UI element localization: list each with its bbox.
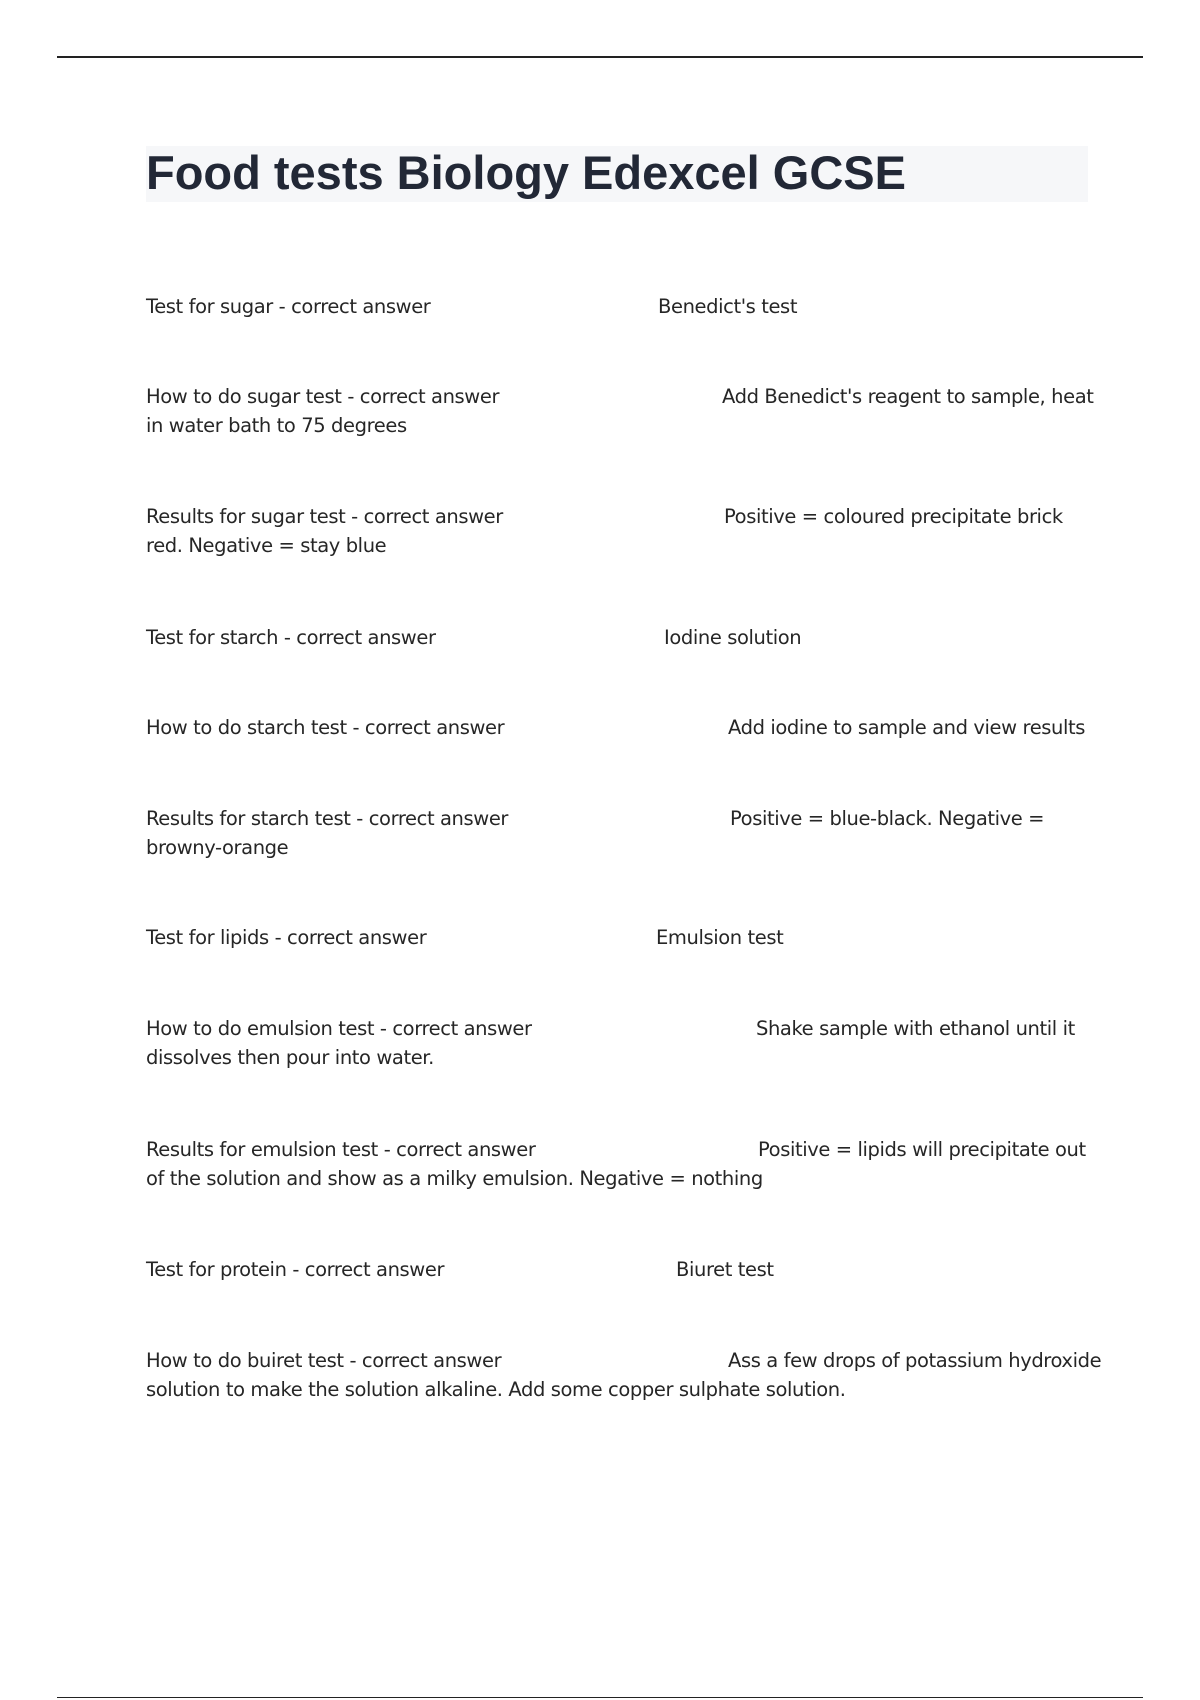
card-answer-continued: dissolves then pour into water. [146, 1046, 434, 1069]
card-question: How to do emulsion test - correct answer [146, 1017, 532, 1040]
flashcard-7 [146, 923, 1088, 952]
card-question: How to do sugar test - correct answer [146, 385, 500, 408]
card-answer: Positive = lipids will precipitate out [758, 1138, 1086, 1161]
card-question: Results for starch test - correct answer [146, 807, 509, 830]
card-answer-continued: in water bath to 75 degrees [146, 414, 407, 437]
card-answer: Benedict's test [658, 295, 798, 318]
top-rule [57, 56, 1143, 58]
card-question: Test for protein - correct answer [146, 1258, 445, 1281]
card-answer: Biuret test [676, 1258, 774, 1281]
flashcard-4 [146, 623, 1088, 652]
card-answer: Ass a few drops of potassium hydroxide [728, 1349, 1102, 1372]
card-answer-continued: red. Negative = stay blue [146, 534, 387, 557]
flashcard-8 [146, 1014, 1088, 1072]
card-question: Test for starch - correct answer [146, 626, 436, 649]
card-answer: Add Benedict's reagent to sample, heat [722, 385, 1094, 408]
card-question: How to do buiret test - correct answer [146, 1349, 502, 1372]
card-answer: Shake sample with ethanol until it [756, 1017, 1075, 1040]
card-answer-continued: browny-orange [146, 836, 289, 859]
flashcard-2 [146, 382, 1094, 440]
card-question: Test for sugar - correct answer [146, 295, 431, 318]
card-answer-continued: solution to make the solution alkaline. Add some copper sulphate solution. [146, 1378, 846, 1401]
card-answer: Positive = coloured precipitate brick [724, 505, 1063, 528]
card-question: Test for lipids - correct answer [146, 926, 427, 949]
flashcard-11 [146, 1346, 1102, 1404]
flashcard-3 [146, 502, 1088, 560]
flashcard-1 [146, 292, 1088, 321]
card-answer: Add iodine to sample and view results [728, 716, 1086, 739]
card-answer: Iodine solution [664, 626, 802, 649]
flashcard-9 [146, 1135, 1088, 1193]
bottom-rule [57, 1697, 1143, 1698]
card-question: How to do starch test - correct answer [146, 716, 505, 739]
card-question: Results for emulsion test - correct answer [146, 1138, 536, 1161]
card-question: Results for sugar test - correct answer [146, 505, 503, 528]
card-answer: Emulsion test [656, 926, 784, 949]
card-answer: Positive = blue-black. Negative = [730, 807, 1045, 830]
flashcard-5 [146, 713, 1088, 742]
page-title: Food tests Biology Edexcel GCSE [146, 146, 906, 199]
flashcard-10 [146, 1255, 1088, 1284]
flashcard-6 [146, 804, 1088, 862]
card-answer-continued: of the solution and show as a milky emulsion. Negative = nothing [146, 1167, 763, 1190]
